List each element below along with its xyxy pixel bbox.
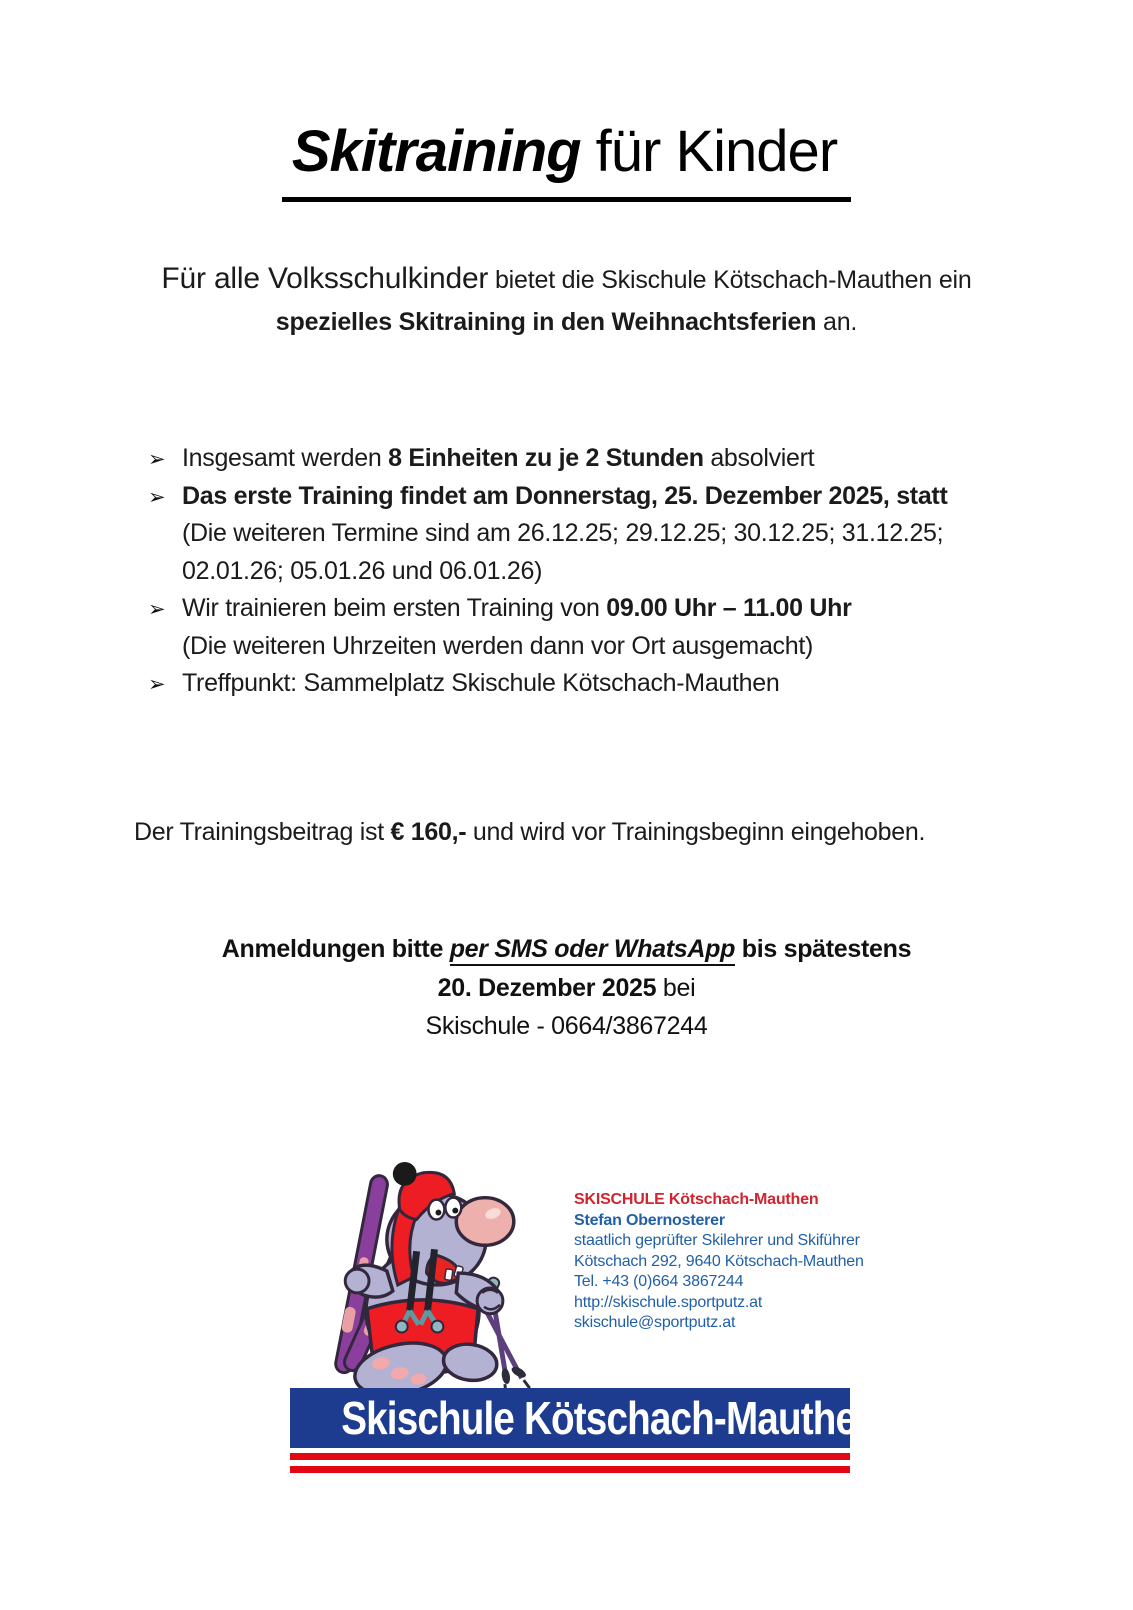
intro-line-2	[0, 301, 1133, 343]
list-item-meeting-point	[148, 665, 1033, 703]
logo-red-stripe-bottom	[290, 1466, 850, 1473]
list-item-units	[148, 440, 1033, 478]
registration-block	[0, 930, 1133, 1046]
item1-pre: Insgesamt werden	[182, 444, 389, 472]
intro-line2-rest: an.	[816, 308, 858, 336]
bullet-arrow-icon: ➢	[148, 598, 166, 621]
title-rest: für Kinder	[580, 119, 838, 184]
price-pre: Der Trainingsbeitrag ist	[134, 818, 391, 846]
registration-line1-pre: Anmeldungen bitte	[221, 935, 450, 963]
training-details-list	[148, 440, 1033, 703]
item2-line1: Das erste Training findet am Donnerstag, 25. Dezember 2025, statt	[182, 481, 948, 510]
page-title-underlined	[282, 118, 851, 202]
contact-phone: Tel. +43 (0)664 3867244	[574, 1273, 744, 1290]
registration-line2-rest: bei	[656, 973, 696, 1002]
item3-line2: (Die weiteren Uhrzeiten werden dann vor Ort ausgemacht)	[182, 631, 814, 660]
page-title	[0, 118, 1133, 202]
item4-text: Treffpunkt: Sammelplatz Skischule Kötschach-Mauthen	[182, 669, 780, 697]
item1-post: absolviert	[703, 444, 815, 472]
contact-website: http://skischule.sportputz.at	[574, 1293, 763, 1311]
logo-red-stripe-top	[290, 1453, 850, 1460]
contact-person: Stefan Obernosterer	[574, 1211, 725, 1229]
price-amount: € 160,-	[390, 818, 467, 846]
list-item-training-time	[148, 590, 1033, 665]
contact-company: SKISCHULE Kötschach-Mauthen	[574, 1191, 819, 1208]
contact-email: skischule@sportputz.at	[574, 1314, 736, 1331]
bullet-arrow-icon: ➢	[148, 673, 166, 696]
item2-line3: 02.01.26; 05.01.26 und 06.01.26)	[182, 556, 543, 585]
intro-lead: Für alle Volksschulkinder	[161, 262, 489, 295]
intro-line1-rest: bietet die Skischule Kötschach-Mauthen ein	[488, 266, 972, 294]
item2-line2: (Die weiteren Termine sind am 26.12.25; 29.12.25; 30.12.25; 31.12.25;	[182, 519, 944, 547]
list-item-first-training	[148, 478, 1033, 591]
registration-line-1	[0, 930, 1133, 969]
intro-paragraph	[0, 258, 1133, 343]
registration-phone: Skischule - 0664/3867244	[425, 1012, 708, 1040]
bullet-arrow-icon: ➢	[148, 448, 166, 471]
registration-line1-post: bis spätestens	[735, 935, 912, 963]
ski-school-mole-mascot-icon	[298, 1160, 563, 1398]
logo-banner	[290, 1388, 879, 1448]
price-paragraph	[134, 814, 1053, 851]
item3-line1	[182, 590, 1033, 628]
intro-line-1	[0, 258, 1133, 301]
registration-line-2	[0, 969, 1133, 1008]
contact-qualification: staatlich geprüfter Skilehrer und Skiführer	[574, 1232, 860, 1249]
item1-bold: 8 Einheiten zu je 2 Stunden	[388, 444, 704, 472]
intro-line2-bold: spezielles Skitraining in den Weihnachtsferien	[275, 308, 817, 336]
item3-bold: 09.00 Uhr – 11.00 Uhr	[606, 594, 852, 622]
title-emphasis: Skitraining	[291, 119, 581, 184]
contact-address: Kötschach 292, 9640 Kötschach-Mauthen	[574, 1252, 864, 1270]
contact-card	[574, 1190, 864, 1334]
registration-deadline: 20. Dezember 2025	[437, 973, 657, 1002]
bullet-arrow-icon: ➢	[148, 485, 166, 509]
registration-channel: per SMS oder WhatsApp	[450, 935, 735, 966]
item3-pre: Wir trainieren beim ersten Training von	[182, 594, 607, 622]
logo-banner-text: Skischule Kötschach-Mauthen	[341, 1392, 879, 1444]
ski-school-logo-block	[290, 1160, 879, 1475]
price-post: und wird vor Trainingsbeginn eingehoben.	[466, 818, 926, 846]
